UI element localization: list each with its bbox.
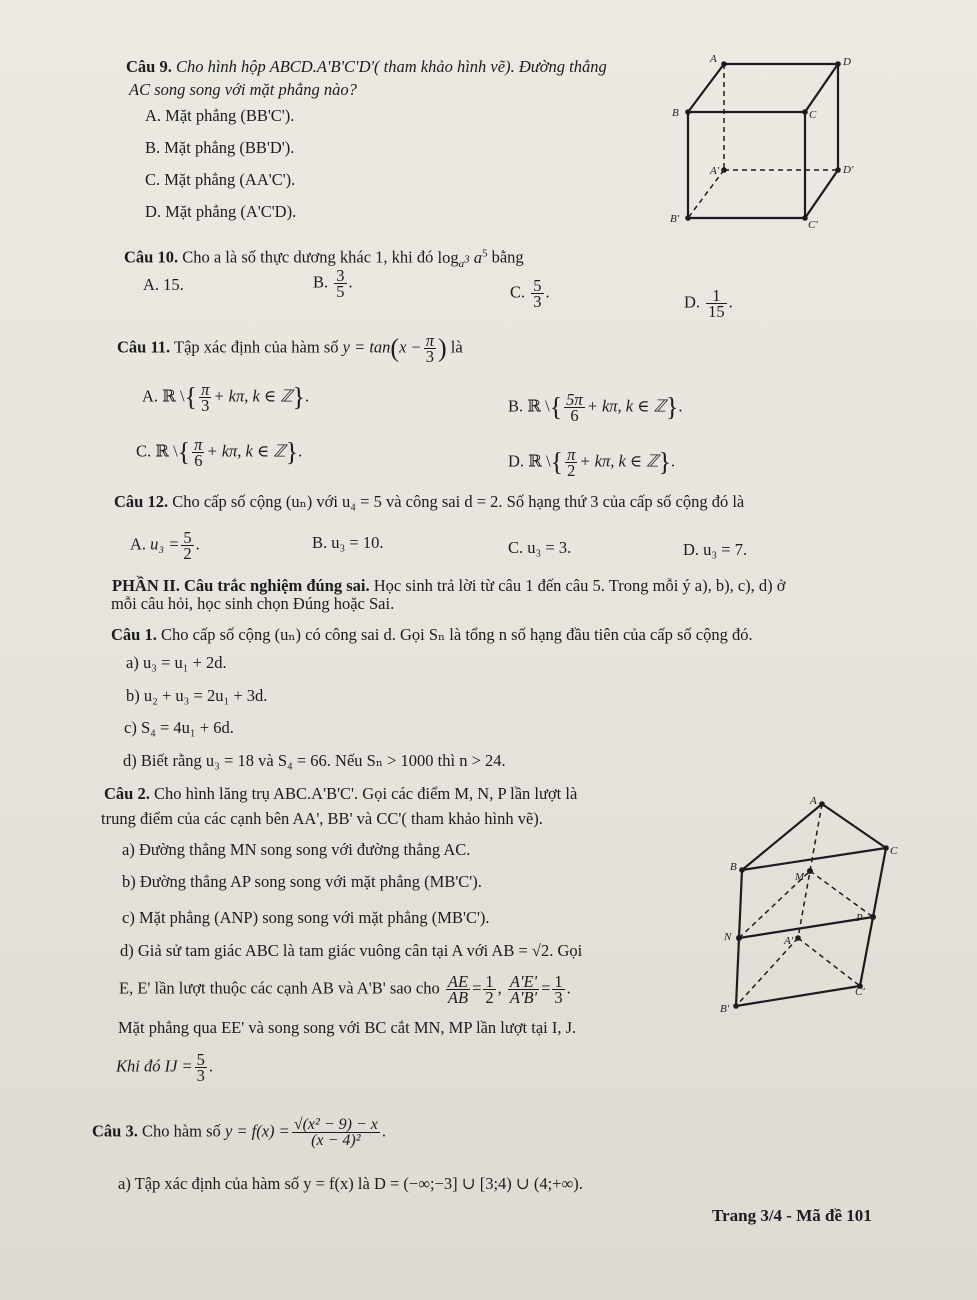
p2q1-stem [111,625,753,645]
page-footer: Trang 3/4 - Mã đề 101 [712,1206,872,1225]
q11-b-label: B. [508,396,524,416]
q11-func-den: 3 [425,347,434,366]
fig1-label-D: D [843,56,851,68]
p2q2-f1-den: AB [447,988,469,1007]
q12-label: Câu 12. [114,492,169,511]
p2q2-item-c: c) Mặt phẳng (ANP) song song với mặt phẳng (MB'C'). [122,908,490,927]
q11-option-c: C. ℝ \{ $\frac{\pi}{6}$ + kπ, k ∈ ℤ}. [136,435,303,470]
p2q2-item-d2: E, E' lần lượt thuộc các cạnh AB và A'B' sao cho $\frac{AE}{AB}$ = $\frac{1}{2}$ , $\frac{A'E'}{A'B'}$ = $\frac{1}{3}$ . [119,972,571,1007]
q11-func-left: y = tan [342,337,391,357]
q10-b-den: 5 [336,282,345,301]
q11-option-d: D. ℝ \{ $\frac{\pi}{2}$ + kπ, k ∈ ℤ}. [508,445,676,480]
part2-heading: PHẦN II. Câu trắc nghiệm đúng sai. [112,576,370,595]
fig2-label-P: P [856,912,863,924]
q11-option-b: B. ℝ \{ $\frac{5\pi}{6}$ + kπ, k ∈ ℤ}. [508,390,683,425]
p2q3-func-den: (x − 4)² [311,1132,361,1149]
q9-option-b: B. Mặt phẳng (BB'D'). [145,138,295,157]
q12-option-c: C. u₃ = 3. [508,538,572,557]
q11-a-label: A. [142,386,159,406]
q10-label: Câu 10. [124,247,179,267]
q10-log-arg-exp: 5 [481,247,488,259]
fig2-label-B2: B' [720,1003,730,1015]
p2q3-stem-text: Cho hàm số [141,1121,221,1141]
p2q2-stem1-text: Cho hình lăng trụ ABC.A'B'C'. Gọi các điểm M, N, P lần lượt là [153,784,578,803]
q12-a-num: 5 [183,528,192,547]
q10-log-base-exp: 3 [464,253,470,266]
q10-option-d: D. $\frac{1}{15}$ . [684,286,733,321]
fig1-label-C: C [809,109,817,121]
p2q2-f1-num: AE [447,972,469,991]
p2q2-f2v-num: 1 [554,972,563,991]
p2q2-f2-den: A'B' [509,988,538,1007]
q11-stem-end: là [450,337,463,357]
q12-option-b: B. u₃ = 10. [312,533,384,552]
fig2-label-A: A [810,795,817,807]
q10-d-label: D. [684,292,701,312]
q11-d-label: D. [508,451,525,471]
q11-d-den: 2 [567,461,576,480]
q11-option-a: A. ℝ \{ $\frac{\pi}{3}$ + kπ, k ∈ ℤ}. [142,380,310,415]
p2q2-d4-den: 3 [196,1066,205,1085]
q10-c-num: 5 [533,276,542,295]
part2-intro1: Học sinh trả lời từ câu 1 đến câu 5. Trong mỗi ý a), b), c), d) ở [373,576,786,595]
q11-b-num: 5π [566,390,583,409]
q10-b-label: B. [313,272,329,292]
p2q3-stem: Câu 3. Cho hàm số y = f(x) = $\frac{\text{√(x² − 9) − x}}{\text{(x − 4)²}}$ . [92,1116,386,1149]
p2q3-item-a: a) Tập xác định của hàm số y = f(x) là D = (−∞;−3] ∪ [3;4) ∪ (4;+∞). [118,1174,583,1193]
p2q1-item-c: c) S₄ = 4u₁ + 6d. [124,718,234,737]
q12-option-d: D. u₃ = 7. [683,540,748,559]
fig2-label-C: C [890,845,898,857]
p2q2-d4-left: Khi đó IJ = [116,1056,193,1076]
q11-b-den: 6 [570,406,579,425]
q12-option-a: A. u₃ = $\frac{5}{2}$ . [130,528,200,563]
q11-stem-text: Tập xác định của hàm số [174,337,339,357]
p2q2-stem2: trung điểm của các cạnh bên AA', BB' và CC'( tham khảo hình vẽ). [101,809,543,828]
q10-stem: Câu 10. Cho a là số thực dương khác 1, khi đó $\log_{a^3} a^5$ bằng [124,247,524,270]
q11-d-prefix: ℝ \ [528,451,551,471]
q9-label: Câu 9. [126,57,172,76]
q10-d-den: 15 [708,302,725,321]
q9-stem2: AC song song với mặt phẳng nào? [129,80,357,99]
p2q2-f1v-den: 2 [485,988,494,1007]
q10-option-a: A. 15. [143,275,184,294]
fig1-label-D2: D' [843,164,854,176]
q11-d-num: π [567,445,576,464]
q11-a-prefix: ℝ \ [162,386,185,406]
q12-a-label: A. [130,534,147,554]
q11-b-suffix: + kπ, k ∈ ℤ [586,396,666,416]
p2q2-item-b: b) Đường thẳng AP song song với mặt phẳng (MB'C'). [122,872,482,891]
p2q2-item-d3: Mặt phẳng qua EE' và song song với BC cắt MN, MP lần lượt tại I, J. [118,1018,577,1037]
q11-b-prefix: ℝ \ [527,396,550,416]
p2q3-label: Câu 3. [92,1121,138,1141]
q11-func-x: x − [399,337,422,357]
q9-option-d: D. Mặt phẳng (A'C'D). [145,202,297,221]
fig1-label-B2: B' [670,213,680,225]
p2q1-item-b: b) u₂ + u₃ = 2u₁ + 3d. [126,686,268,705]
q11-stem: Câu 11. Tập xác định của hàm số y = tan(x − $\frac{\pi}{3}$ ) là [117,331,463,366]
q12-stem [114,492,744,512]
fig2-label-N: N [724,931,732,943]
fig2-label-A2: A' [784,935,794,947]
prism-figure [700,790,910,1020]
q11-c-label: C. [136,441,152,461]
part2-intro-line1 [112,576,786,596]
q10-c-den: 3 [533,292,542,311]
q10-option-b: B. $\frac{3}{5}$ . [313,266,353,301]
q12-a-left: u₃ = [150,534,180,554]
q11-label: Câu 11. [117,337,171,357]
p2q3-func-left: y = f(x) = [224,1121,290,1141]
p2q2-d2-left: E, E' lần lượt thuộc các cạnh AB và A'B' sao cho [119,978,440,998]
fig2-label-B: B [730,861,737,873]
q10-c-label: C. [510,282,526,302]
p2q1-item-a: a) u₃ = u₁ + 2d. [126,653,227,672]
q9-option-c: C. Mặt phẳng (AA'C'). [145,170,296,189]
q9-option-a: A. Mặt phẳng (BB'C'). [145,106,295,125]
p2q2-d4-num: 5 [196,1050,205,1069]
fig1-label-A2: A' [710,165,720,177]
q10-stem-text: Cho a là số thực dương khác 1, khi đó [182,247,434,267]
fig2-label-C2: C' [855,986,865,998]
fig2-label-M: M [795,871,805,883]
p2q2-item-d1: d) Giả sử tam giác ABC là tam giác vuông cân tại A với AB = √2. Gọi [120,941,583,960]
q11-a-den: 3 [201,396,210,415]
part2-intro2: mỗi câu hỏi, học sinh chọn Đúng hoặc Sai. [111,594,395,613]
q11-a-num: π [201,380,210,399]
p2q2-stem1 [104,784,577,804]
p2q1-label: Câu 1. [111,625,157,644]
p2q2-f1v-num: 1 [485,972,494,991]
q11-c-prefix: ℝ \ [155,441,178,461]
q11-a-suffix: + kπ, k ∈ ℤ [213,386,293,406]
p2q2-item-a: a) Đường thẳng MN song song với đường thẳng AC. [122,840,471,859]
q9-line1 [126,57,607,77]
q11-func-num: π [425,331,434,350]
fig1-label-A: A [710,53,717,65]
q10-log-base: a [458,257,465,270]
q9-stem1: Cho hình hộp ABCD.A'B'C'D'( tham khảo hình vẽ). Đường thẳng [175,57,607,76]
p2q2-item-d4: Khi đó IJ = $\frac{5}{3}$ . [116,1050,214,1085]
q12-a-den: 2 [183,544,192,563]
p2q2-f2-num: A'E' [509,972,538,991]
q10-log-arg: a [473,247,482,267]
q10-d-num: 1 [706,288,727,304]
q10-option-c: C. $\frac{5}{3}$ . [510,276,550,311]
q11-d-suffix: + kπ, k ∈ ℤ [579,451,659,471]
parallelepiped-figure [640,50,860,230]
p2q1-stem-text: Cho cấp số cộng (uₙ) có công sai d. Gọi Sₙ là tổng n số hạng đầu tiên của cấp số cộng đó. [160,625,753,644]
q11-c-suffix: + kπ, k ∈ ℤ [206,441,286,461]
q10-stem-end: bằng [491,247,524,267]
q10-b-num: 3 [336,266,345,285]
p2q1-item-d: d) Biết rằng u₃ = 18 và S₄ = 66. Nếu Sₙ > 1000 thì n > 24. [123,751,506,770]
fig1-label-B: B [672,107,679,119]
q11-c-den: 6 [194,451,203,470]
p2q3-func-num: √(x² − 9) − x [293,1116,378,1133]
q12-stem-text: Cho cấp số cộng (uₙ) với u₄ = 5 và công sai d = 2. Số hạng thứ 3 của cấp số cộng đó là [172,492,745,511]
fig1-label-C2: C' [808,219,818,230]
p2q2-label: Câu 2. [104,784,150,803]
p2q2-f2v-den: 3 [554,988,563,1007]
q11-c-num: π [194,435,203,454]
